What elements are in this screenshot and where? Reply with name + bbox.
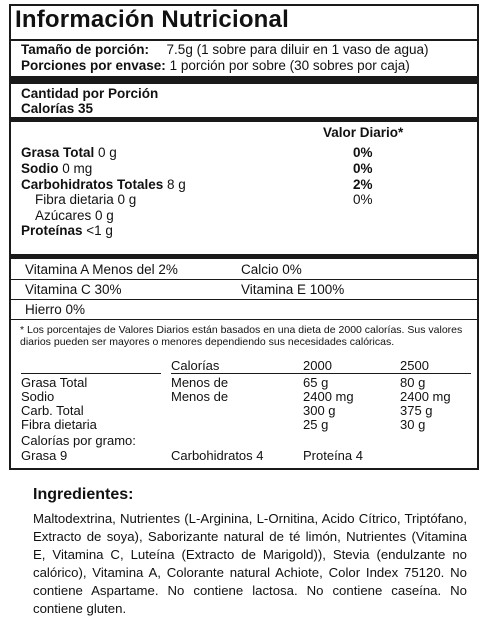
ref-row-2000: 25 g: [303, 417, 329, 432]
nutrient-fat: Grasa Total 0 g: [21, 145, 117, 160]
ref-row-qual: Menos de: [171, 375, 229, 390]
ref-row-2000: 65 g: [303, 375, 329, 390]
thick-divider: [11, 76, 477, 84]
medium-divider: [11, 117, 477, 122]
ref-row-2500: 2400 mg: [400, 389, 451, 404]
divider: [11, 39, 477, 41]
nutrient-fiber-dv: 0%: [353, 192, 373, 207]
label-title: Información Nutricional: [15, 6, 289, 33]
nutrient-fat-dv: 0%: [353, 145, 373, 160]
amount-per-serving: Cantidad por Porción: [21, 86, 159, 101]
ref-row-2500: 375 g: [400, 403, 433, 418]
nutrient-sodium: Sodio 0 mg: [21, 161, 93, 176]
footnote: * Los porcentajes de Valores Diarios están basados en una dieta de 2000 calorías. Sus valores diarios pueden ser mayores o menores dependiendo sus necesidades calóricas.: [20, 324, 463, 348]
ref-row-name: Carb. Total: [21, 403, 84, 418]
serving-size-label: Tamaño de porción:: [21, 42, 150, 57]
serving-size-value: 7.5g (1 sobre para diluir en 1 vaso de agua): [166, 42, 429, 57]
thin-divider: [11, 299, 477, 300]
vitamin-c: Vitamina C 30%: [25, 282, 122, 297]
nutrient-sugars: Azúcares 0 g: [35, 208, 114, 223]
thin-divider: [21, 373, 161, 374]
thin-divider: [11, 319, 477, 320]
medium-divider: [11, 254, 477, 259]
ref-row-2500: 80 g: [400, 375, 426, 390]
nutrient-sodium-dv: 0%: [353, 161, 373, 176]
nutrition-facts-panel: [9, 4, 479, 470]
per-gram-carb: Carbohidratos 4: [171, 448, 264, 463]
ref-row-2000: 300 g: [303, 403, 336, 418]
daily-value-header: Valor Diario*: [323, 125, 404, 140]
ingredients-title: Ingredientes:: [33, 486, 134, 503]
nutrient-carbs-dv: 2%: [353, 177, 373, 192]
calories-per-gram-label: Calorías por gramo:: [21, 433, 136, 448]
ref-row-2000: 2400 mg: [303, 389, 354, 404]
ref-row-name: Grasa Total: [21, 375, 88, 390]
ref-header-calories: Calorías: [171, 358, 220, 373]
vitamin-a: Vitamina A Menos del 2%: [25, 262, 178, 277]
thin-divider: [11, 279, 477, 280]
per-gram-protein: Proteína 4: [303, 448, 363, 463]
ref-header-2000: 2000: [303, 358, 332, 373]
ref-row-name: Sodio: [21, 389, 55, 404]
nutrient-fiber: Fibra dietaria 0 g: [35, 192, 137, 207]
servings-per-container-row: [21, 58, 410, 73]
serving-size-row: [21, 42, 428, 57]
calories: Calorías 35: [21, 101, 94, 116]
ref-row-2500: 30 g: [400, 417, 426, 432]
ref-header-2500: 2500: [400, 358, 429, 373]
iron: Hierro 0%: [25, 302, 86, 317]
thin-divider: [171, 373, 471, 374]
ref-row-qual: Menos de: [171, 389, 229, 404]
per-gram-fat: Grasa 9: [21, 448, 68, 463]
servings-per-container-label: Porciones por envase:: [21, 58, 166, 73]
vitamin-e: Vitamina E 100%: [241, 282, 345, 297]
ref-row-name: Fibra dietaria: [21, 417, 97, 432]
ingredients-text: Maltodextrina, Nutrientes (L-Arginina, L-Ornitina, Acido Cítrico, Triptófano, Extracto de soya), Saborizante natural de té limón, Nutrientes (Vitamina E, Vitamina C, Luteína (Extracto de Marigold)), Stevia (endulzante no calórico), Vitamina A, Colorante natural Achiote, Color Index 75120. No contiene Aspartame. No contiene lactosa. No contiene caseína. No contiene gluten.: [33, 511, 467, 616]
calcium: Calcio 0%: [241, 262, 302, 277]
nutrient-protein: Proteínas <1 g: [21, 223, 113, 238]
nutrient-carbs: Carbohidratos Totales 8 g: [21, 177, 186, 192]
servings-per-container-value: 1 porción por sobre (30 sobres por caja): [169, 58, 410, 73]
